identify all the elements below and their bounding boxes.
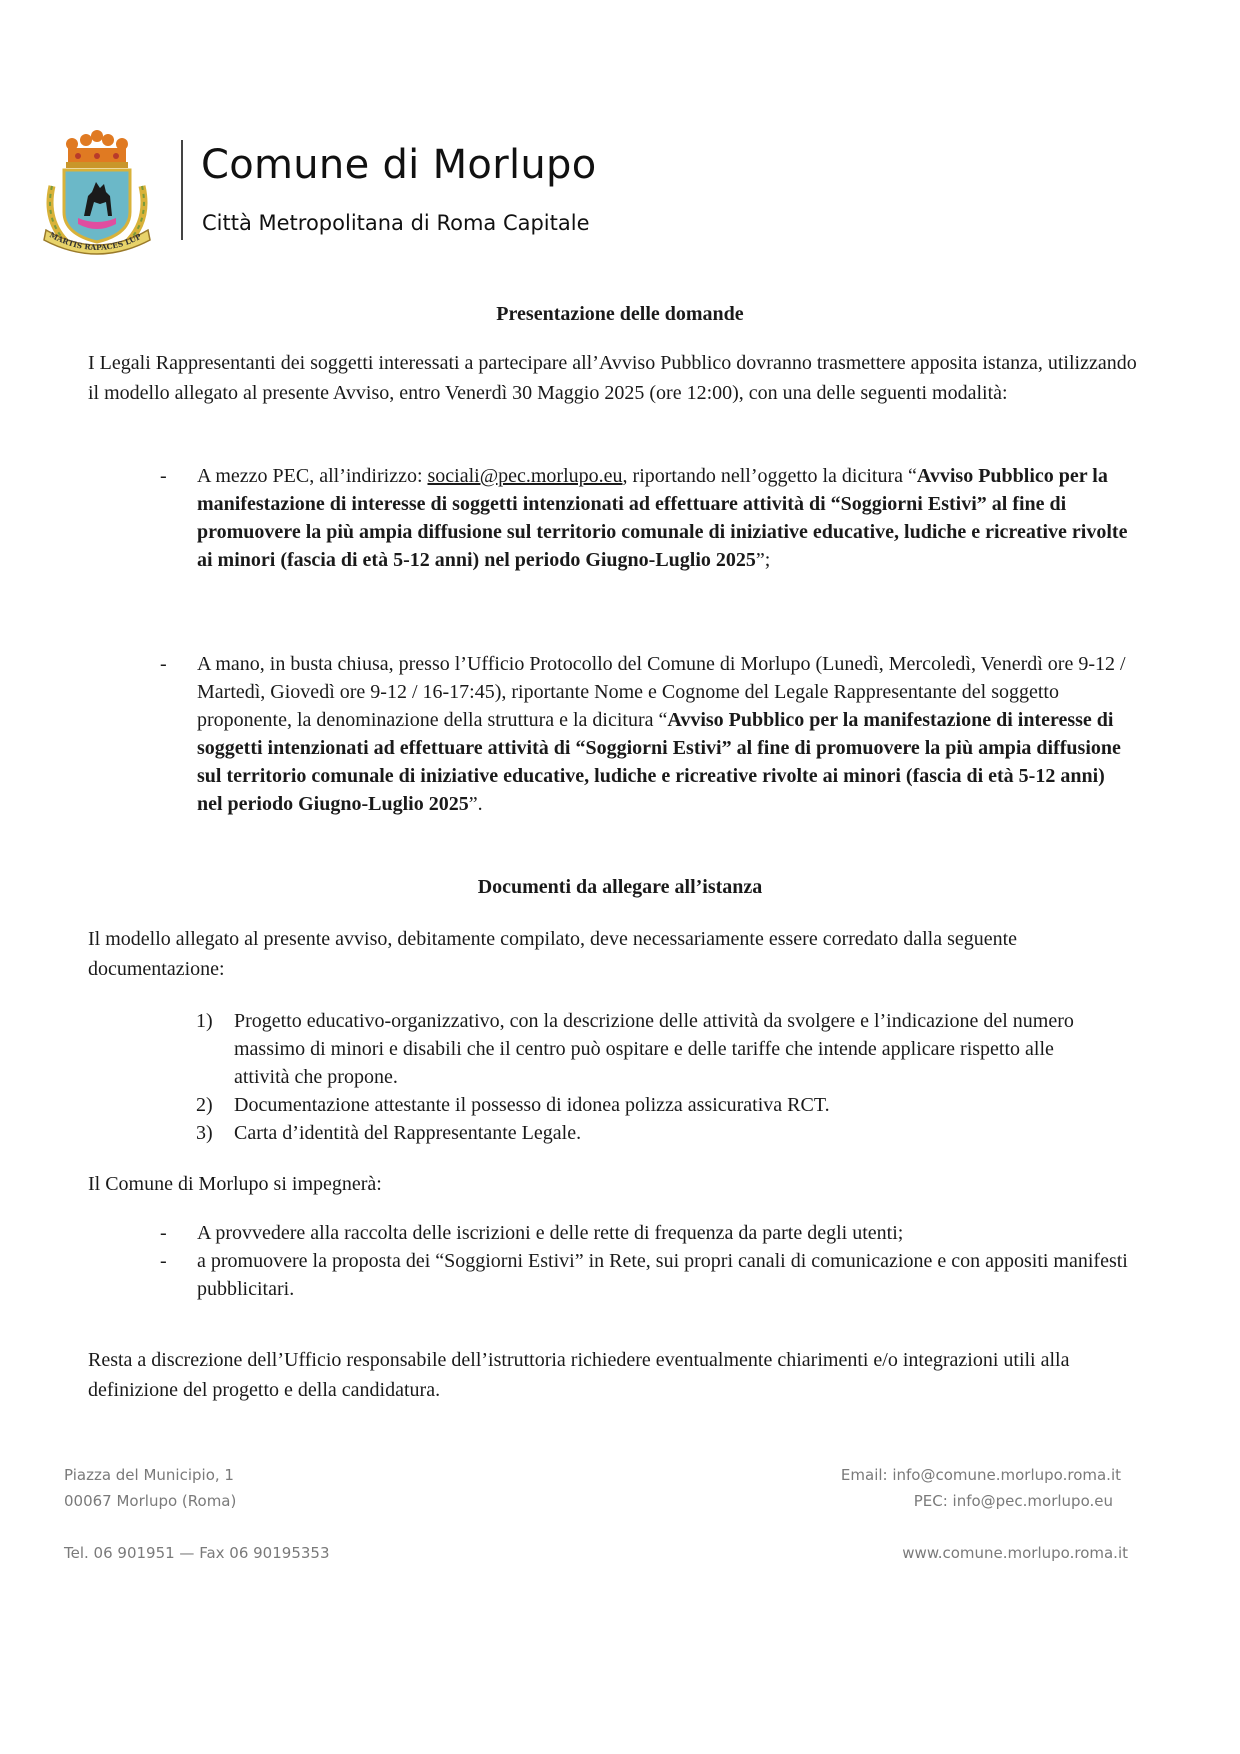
bullet-suffix: ”. xyxy=(468,793,483,815)
document-item-1 xyxy=(196,1007,1096,1091)
intro-paragraph: I Legali Rappresentanti dei soggetti interessati a partecipare all’Avviso Pubblico dovranno trasmettere apposita istanza, utilizzando il modello allegato al presente Avviso, entro Venerdì 30 Maggio 2025 (ore 12:00), con una delle seguenti modalità: xyxy=(88,352,1137,404)
bullet-suffix: ”; xyxy=(755,549,771,571)
footer-phone: Tel. 06 901951 — Fax 06 90195353 xyxy=(64,1544,330,1562)
documents-intro: Il modello allegato al presente avviso, debitamente compilato, deve necessariamente essere corredato dalla seguente documentazione: xyxy=(88,928,1018,980)
avviso-title-bold: Avviso Pubblico per la manifestazione di interesse di soggetti intenzionati ad effettuare attività di “Soggiorni Estivi” al fine di promuovere la più ampia diffusione sul territorio comunale di iniziative educative, ludiche e ricreative rivolte ai minori (fascia di età 5-12 anni) nel periodo Giugno-Luglio 2025 xyxy=(197,709,1121,815)
bullet-dash: - xyxy=(160,1250,167,1272)
item-number: 1) xyxy=(196,1010,213,1032)
item-text: Carta d’identità del Rappresentante Legale. xyxy=(234,1122,582,1144)
item-number: 3) xyxy=(196,1122,213,1144)
bullet-prefix: A mano, in busta chiusa, presso l’Ufficio Protocollo del Comune di Morlupo (Lunedì, Mercoledì, Venerdì ore 9-12 / Martedì, Giovedì ore 9-12 / 16-17:45), riportante Nome e Cognome del Legale Rappresentante del soggetto proponente, la denominazione della struttura e la dicitura “ xyxy=(197,653,1126,731)
avviso-title-bold: Avviso Pubblico per la manifestazione di interesse di soggetti intenzionati ad effettuare attività di “Soggiorni Estivi” al fine di promuovere la più ampia diffusione sul territorio comunale di iniziative educative, ludiche e ricreative rivolte ai minori (fascia di età 5-12 anni) nel periodo Giugno-Luglio 2025 xyxy=(197,465,1128,571)
bullet-dash: - xyxy=(160,653,167,675)
header-divider xyxy=(181,140,183,240)
item-text: Progetto educativo-organizzativo, con la descrizione delle attività da svolgere e l’indicazione del numero massimo di minori e disabili che il centro può ospitare e delle tariffe che intende applicare rispetto alle attività che propone. xyxy=(234,1010,1074,1088)
logo-motto: MARTIS RAPACES LUP xyxy=(48,230,143,253)
bullet-prefix: A mezzo PEC, all’indirizzo: xyxy=(197,465,428,487)
footer-website[interactable]: www.comune.morlupo.roma.it xyxy=(902,1544,1128,1562)
item-text: a promuovere la proposta dei “Soggiorni Estivi” in Rete, sui propri canali di comunicazione e con appositi manifesti pubblicitari. xyxy=(197,1250,1128,1300)
org-name: Comune di Morlupo xyxy=(201,142,597,188)
item-text: Documentazione attestante il possesso di idonea polizza assicurativa RCT. xyxy=(234,1094,830,1116)
footer-address-line1: Piazza del Municipio, 1 xyxy=(64,1466,234,1484)
pec-email-link[interactable]: sociali@pec.morlupo.eu xyxy=(427,465,623,487)
commitment-item-1 xyxy=(160,1219,1130,1247)
coat-of-arms-logo xyxy=(38,126,156,256)
commitment-item-2 xyxy=(160,1247,1130,1303)
closing-paragraph: Resta a discrezione dell’Ufficio responsabile dell’istruttoria richiedere eventualmente chiarimenti e/o integrazioni utili alla definizione del progetto e della candidatura. xyxy=(88,1349,1070,1401)
footer-email[interactable]: Email: info@comune.morlupo.roma.it xyxy=(840,1466,1121,1484)
document-item-2 xyxy=(196,1091,1096,1119)
org-subtitle: Città Metropolitana di Roma Capitale xyxy=(202,211,590,235)
bullet-middle: , riportando nell’oggetto la dicitura “ xyxy=(622,465,917,487)
footer-address-line2: 00067 Morlupo (Roma) xyxy=(64,1492,237,1510)
item-text: A provvedere alla raccolta delle iscrizioni e delle rette di frequenza da parte degli utenti; xyxy=(197,1222,904,1244)
footer-pec[interactable]: PEC: info@pec.morlupo.eu xyxy=(913,1492,1113,1510)
shield xyxy=(64,170,130,242)
document-item-3 xyxy=(196,1119,1096,1147)
section-title-documenti: Documenti da allegare all’istanza xyxy=(477,876,763,898)
submission-method-hand xyxy=(160,650,1130,818)
bullet-dash: - xyxy=(160,465,167,487)
item-number: 2) xyxy=(196,1094,213,1116)
submission-method-pec xyxy=(160,462,1130,574)
bullet-text xyxy=(197,650,1130,818)
section-title-presentazione: Presentazione delle domande xyxy=(496,303,744,325)
bullet-text xyxy=(197,462,1130,574)
bullet-dash: - xyxy=(160,1222,167,1244)
commitments-intro: Il Comune di Morlupo si impegnerà: xyxy=(88,1173,382,1195)
